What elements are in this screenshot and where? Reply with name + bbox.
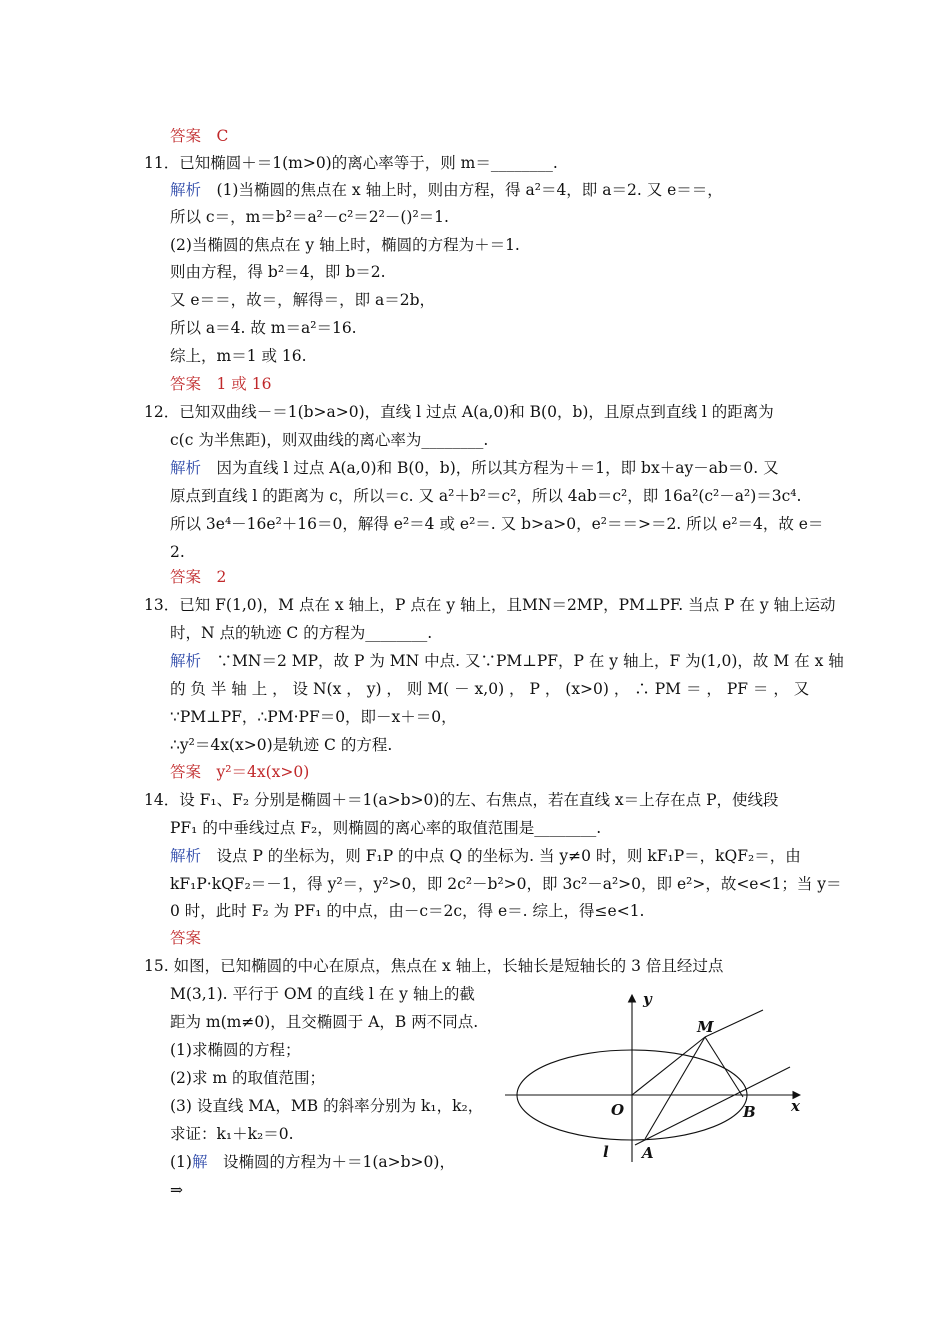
text-line: 15. 如图，已知椭圆的中心在原点，焦点在 x 轴上，长轴长是短轴长的 3 倍且经过点 (144, 957, 724, 975)
text-line: 求证：k₁＋k₂＝0. (170, 1125, 294, 1143)
text-line: 又 e＝＝，故＝，解得＝，即 a＝2b， (170, 291, 436, 309)
text-line: 所以 3e⁴－16e²＋16＝0，解得 e²＝4 或 e²＝. 又 b>a>0，e²＝＝>＝2. 所以 e²＝4，故 e＝ (170, 515, 824, 533)
line-l (635, 1067, 790, 1145)
text-line: 答案 C (170, 127, 229, 145)
text-line: 0 时，此时 F₂ 为 PF₁ 的中点，由－c＝2c，得 e＝. 综上，得≤e<1. (170, 902, 645, 920)
text-line: 13．已知 F(1,0)，M 点在 x 轴上，P 点在 y 轴上，且MN＝2MP，PM⊥PF. 当点 P 在 y 轴上运动 (144, 596, 836, 614)
label-x: x (791, 1097, 800, 1115)
text-line: (2)求 m 的取值范围； (170, 1069, 326, 1087)
text-line: 2. (170, 543, 185, 561)
text-line: 所以 c＝，m＝b²＝a²－c²＝2²－()²＝1. (170, 208, 449, 226)
text-line: M(3,1). 平行于 OM 的直线 l 在 y 轴上的截 (170, 985, 475, 1003)
text-line: 时，N 点的轨迹 C 的方程为________. (170, 624, 433, 642)
text-line: 解析 因为直线 l 过点 A(a,0)和 B(0，b)，所以其方程为＋＝1，即 bx＋ay－ab＝0. 又 (170, 459, 779, 477)
text-line: ∴y²＝4x(x>0)是轨迹 C 的方程. (170, 736, 393, 754)
label-a: A (642, 1144, 654, 1162)
line-ma (645, 1037, 705, 1139)
line-om (632, 1037, 705, 1095)
text-line: 的 负 半 轴 上 ， 设 N(x ， y) ， 则 M( － x,0) ， P ， (x>0) ， ∴ PM ＝ ， PF ＝ ， 又 (170, 680, 810, 698)
text-line: 原点到直线 l 的距离为 c，所以＝c. 又 a²＋b²＝c²，所以 4ab＝c²，即 16a²(c²－a²)＝3c⁴. (170, 487, 802, 505)
text-line: kF₁P·kQF₂＝－1，得 y²＝，y²>0，即 2c²－b²>0，即 3c²－a²>0，即 e²>，故<e<1；当 y＝ (170, 875, 842, 893)
text-line: 14．设 F₁、F₂ 分别是椭圆＋＝1(a>b>0)的左、右焦点，若在直线 x＝上存在点 P，使线段 (144, 791, 779, 809)
ellipse-figure (505, 990, 810, 1165)
line-mb (705, 1037, 743, 1097)
text-line: PF₁ 的中垂线过点 F₂，则椭圆的离心率的取值范围是________. (170, 819, 602, 837)
text-line: 距为 m(m≠0)，且交椭圆于 A，B 两不同点. (170, 1013, 479, 1031)
text-line: (3) 设直线 MA，MB 的斜率分别为 k₁，k₂， (170, 1097, 484, 1115)
text-line: ∵PM⊥PF，∴PM·PF＝0，即－x＋＝0， (170, 708, 457, 726)
text-line: (1)求椭圆的方程； (170, 1041, 301, 1059)
text-line: 答案 (170, 929, 202, 947)
text-line: (2)当椭圆的焦点在 y 轴上时，椭圆的方程为＋＝1. (170, 236, 520, 254)
text-line: 答案 y²＝4x(x>0) (170, 763, 310, 781)
text-line: ⇒ (170, 1181, 183, 1199)
label-o: O (611, 1101, 625, 1119)
text-line: 解析 ∵MN＝2 MP，故 P 为 MN 中点. 又∵PM⊥PF，P 在 y 轴上，F 为(1,0)，故 M 在 x 轴 (170, 652, 844, 670)
text-line: 11．已知椭圆＋＝1(m>0)的离心率等于，则 m＝________. (144, 154, 558, 172)
label-l: l (603, 1143, 609, 1161)
text-line: 综上，m＝1 或 16. (170, 347, 307, 365)
text-line: 答案 2 (170, 568, 227, 586)
label-b: B (743, 1103, 756, 1121)
text-line: 解析 (1)当椭圆的焦点在 x 轴上时，则由方程，得 a²＝4，即 a＝2. 又 e＝＝， (170, 181, 723, 199)
text-line: 答案 1 或 16 (170, 375, 272, 393)
text-line: 则由方程，得 b²＝4，即 b＝2. (170, 263, 386, 281)
text-line: 12．已知双曲线－＝1(b>a>0)，直线 l 过点 A(a,0)和 B(0，b)，且原点到直线 l 的距离为 (144, 403, 774, 421)
text-line: 所以 a＝4. 故 m＝a²＝16. (170, 319, 357, 337)
text-line: 解析 设点 P 的坐标为，则 F₁P 的中点 Q 的坐标为. 当 y≠0 时，则 kF₁P＝，kQF₂＝，由 (170, 847, 801, 865)
label-m: M (697, 1018, 714, 1036)
text-line: c(c 为半焦距)，则双曲线的离心率为________. (170, 431, 489, 449)
label-y: y (643, 990, 652, 1008)
text-line: (1)解 设椭圆的方程为＋＝1(a>b>0)， (170, 1153, 455, 1171)
line-ext (705, 1010, 763, 1037)
